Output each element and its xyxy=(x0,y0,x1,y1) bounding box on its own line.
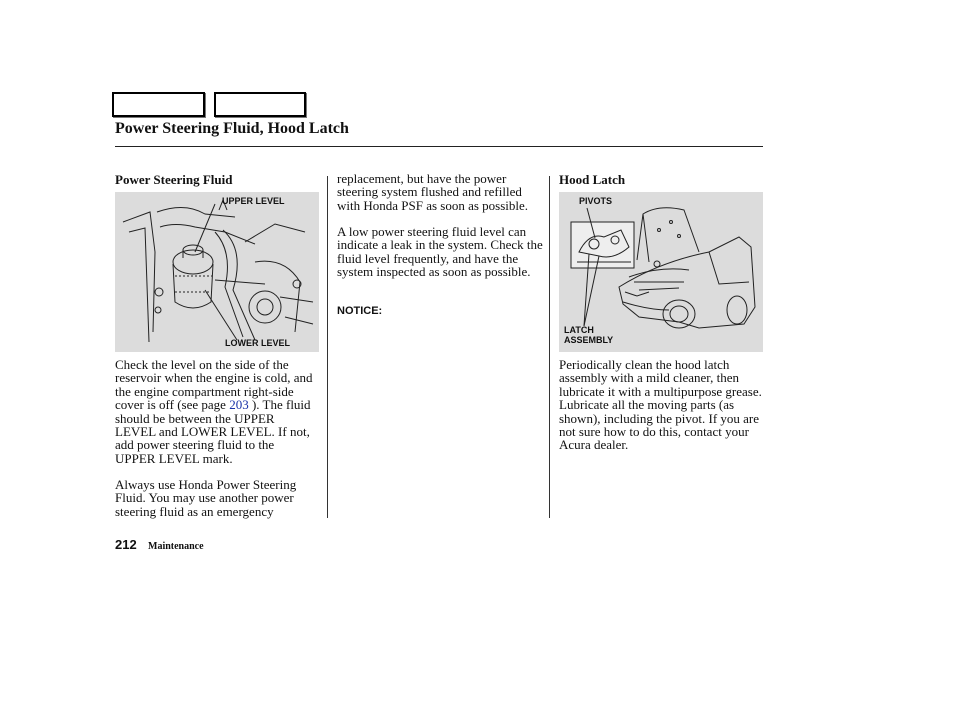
nav-button-previous[interactable] xyxy=(112,92,205,117)
lower-level-label: LOWER LEVEL xyxy=(225,338,290,348)
power-steering-paragraph-1 xyxy=(115,358,317,465)
assembly-label: ASSEMBLY xyxy=(564,335,614,345)
column-divider-1 xyxy=(327,176,328,518)
notice-label: NOTICE: xyxy=(337,305,383,317)
middle-paragraph-2: A low power steering fluid level can indicate a leak in the system. Check the fluid level frequently, and have the system inspected as soon as possible. xyxy=(337,224,543,280)
latch-label: LATCH xyxy=(564,325,594,335)
paragraph-text: ). The fluid should be between the UPPER LEVEL and LOWER LEVEL. If not, add power steering fluid to the UPPER LEVEL mark. xyxy=(115,397,311,466)
power-steering-heading: Power Steering Fluid xyxy=(115,172,233,187)
page-number: 212 xyxy=(115,537,137,552)
nav-button-next[interactable] xyxy=(214,92,306,117)
title-divider xyxy=(115,146,763,147)
column-divider-2 xyxy=(549,176,550,518)
reservoir-illustration xyxy=(115,192,319,352)
pivots-label: PIVOTS xyxy=(579,196,613,206)
paragraph-text: Check the level on the side of the reservoir when the engine is cold, and the engine compartment right-side cover is off (see page xyxy=(115,357,313,413)
power-steering-figure xyxy=(115,192,319,352)
hood-latch-heading: Hood Latch xyxy=(559,172,626,187)
page-203-link[interactable]: 203 xyxy=(229,397,249,413)
page-title: Power Steering Fluid, Hood Latch xyxy=(115,120,349,137)
section-name: Maintenance xyxy=(148,541,204,552)
upper-level-label: UPPER LEVEL xyxy=(222,196,285,206)
hood-latch-paragraph: Periodically clean the hood latch assembly with a mild cleaner, then lubricate it with a multipurpose grease. Lubricate all the moving parts (as shown), including the pivot. If you are not sure how to do this, contact your Acura dealer. xyxy=(559,357,762,453)
middle-paragraph-1: replacement, but have the power steering system flushed and refilled with Honda PSF as soon as possible. xyxy=(337,171,529,213)
power-steering-paragraph-2: Always use Honda Power Steering Fluid. You may use another power steering fluid as an emergency xyxy=(115,477,297,519)
hood-latch-figure xyxy=(559,192,763,352)
